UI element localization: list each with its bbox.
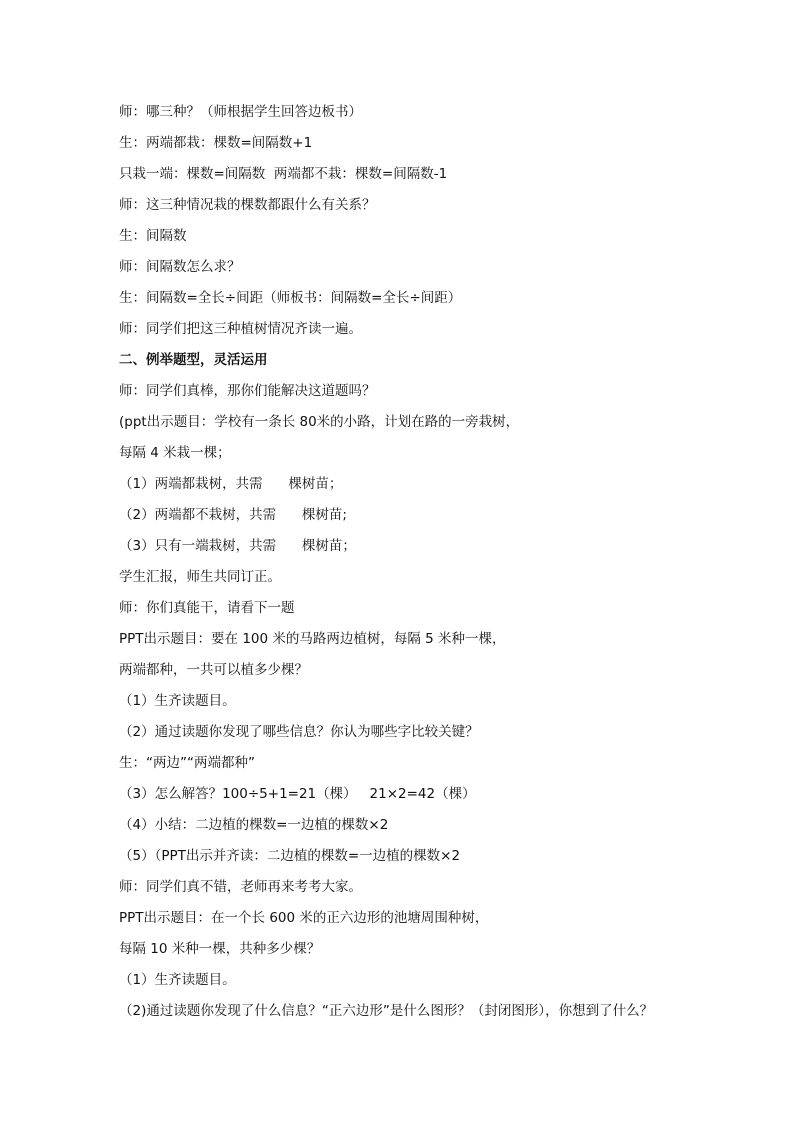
text-line: 每隔 4 米栽一棵； <box>119 445 231 461</box>
text-line: 生：间隔数 <box>119 228 187 244</box>
text-line: 两端都种，一共可以植多少棵？ <box>119 662 308 678</box>
text-line: （2)通过读题你发现了什么信息？“正六边形”是什么图形？（封闭图形），你想到了什么？ <box>119 1003 654 1019</box>
text-line: （2）通过读题你发现了哪些信息？你认为哪些字比较关键？ <box>119 724 479 740</box>
text-line: （2）两端都不栽树，共需 棵树苗; <box>119 507 347 523</box>
text-line: 师：同学们真棒，那你们能解决这道题吗？ <box>119 383 376 399</box>
text-line: 只栽一端：棵数=间隔数 两端都不栽：棵数=间隔数-1 <box>119 166 448 182</box>
text-line: （1）生齐读题目。 <box>119 693 236 709</box>
text-line: （1）生齐读题目。 <box>119 972 236 988</box>
text-line: 生：两端都栽：棵数=间隔数+1 <box>119 135 313 151</box>
text-line: 师：间隔数怎么求？ <box>119 259 241 275</box>
section-heading: 二、例举题型，灵活运用 <box>119 352 268 368</box>
text-line: 师：哪三种？（师根据学生回答边板书） <box>119 104 362 120</box>
text-line: 师：这三种情况栽的棵数都跟什么有关系？ <box>119 197 376 213</box>
text-line: 生：间隔数=全长÷间距（师板书：间隔数=全长÷间距） <box>119 290 462 306</box>
text-line: 生：“两边”“两端都种” <box>119 755 255 771</box>
text-line: PPT出示题目：要在 100 米的马路两边植树，每隔 5 米种一棵， <box>119 631 506 647</box>
text-line: （3）怎么解答？100÷5+1=21（棵） 21×2=42（棵） <box>119 786 476 802</box>
text-line: 师：同学们把这三种植树情况齐读一遍。 <box>119 321 362 337</box>
text-line: （1）两端都栽树，共需 棵树苗； <box>119 476 343 492</box>
text-line: 师：你们真能干，请看下一题 <box>119 600 295 616</box>
document-body <box>119 101 699 1031</box>
text-line: （4）小结：二边植的棵数=一边植的棵数×2 <box>119 817 389 833</box>
text-line: 学生汇报，师生共同订正。 <box>119 569 281 585</box>
text-line: (ppt出示题目：学校有一条长 80米的小路，计划在路的一旁栽树， <box>119 414 520 430</box>
text-line: 师：同学们真不错，老师再来考考大家。 <box>119 879 362 895</box>
text-line: PPT出示题目：在一个长 600 米的正六边形的池塘周围种树， <box>119 910 489 926</box>
text-line: 每隔 10 米种一棵，共种多少棵？ <box>119 941 321 957</box>
text-line: （5）（PPT出示并齐读：二边植的棵数=一边植的棵数×2 <box>119 848 461 864</box>
text-line: （3）只有一端栽树，共需 棵树苗； <box>119 538 356 554</box>
